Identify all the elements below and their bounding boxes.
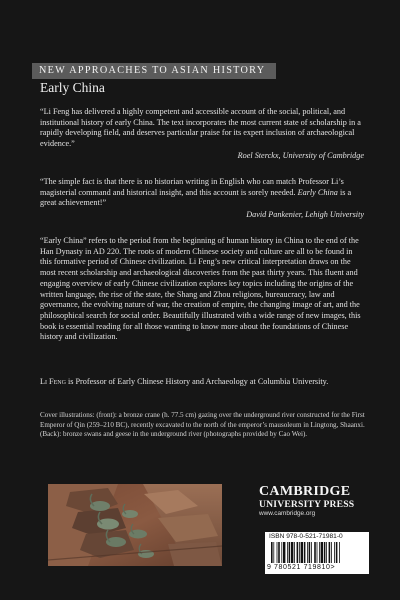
ean-first-digit: 9	[267, 564, 272, 571]
author-bio-text: is Professor of Early Chinese History and Archaeology at Columbia University.	[65, 377, 329, 386]
barcode-bar	[301, 542, 303, 563]
book-title: Early China	[40, 80, 105, 95]
barcode-bar	[317, 542, 318, 563]
quote-text	[40, 177, 364, 209]
barcode-bar	[326, 542, 327, 563]
barcode-bar	[321, 542, 323, 563]
book-description: “Early China” refers to the period from the beginning of human history in China to the end of the Han Dynasty in AD 220. The roots of modern Chinese society and culture are all to be found in this formative period of Chinese civilization. Li Feng’s new critical interpretation draws on the most recent scholarship and archaeological discoveries from the past thirty years. This fluent and engaging overview of early Chinese civilization explores key topics including the origins of the written language, the rise of the state, the Shang and Zhou religions, bureaucracy, law and governance, the evolving nature of war, the creation of empire, the changing image of art, and the philosophical search for social order. Beautifully illustrated with a wide range of new images, this book is essential reading for all those wanting to know more about the foundations of Chinese history and civilization.	[40, 236, 361, 342]
author-name: Li Feng	[40, 377, 66, 386]
isbn-number: ISBN 978-0-521-71981-0	[269, 533, 343, 540]
ean-digits	[267, 564, 367, 572]
barcode-bar	[281, 542, 282, 563]
barcode-bar	[309, 542, 311, 563]
author-bio	[40, 377, 370, 388]
endorser-affiliation: University of Cambridge	[282, 150, 364, 160]
quote-text-part: is a great achievement!”	[40, 187, 352, 208]
endorser-name: David Pankenier,	[246, 210, 304, 220]
barcode-icon	[269, 542, 365, 563]
barcode-bar	[336, 542, 338, 563]
endorsement-quote	[40, 107, 364, 162]
barcode-bar	[271, 542, 273, 563]
barcode-bar	[319, 542, 320, 563]
barcode-bar	[334, 542, 335, 563]
barcode-bar	[277, 542, 278, 563]
ean-quiet-mark: >	[330, 564, 336, 571]
cover-illustration-credits: Cover illustrations: (front): a bronze crane (h. 77.5 cm) gazing over the underground river constructed for the First Emperor of Qin (259–210 BC), recently excavated to the north of the emperor’s mausoleum in Lingtong, Shaanxi. (Back): bronze swans and geese in the underground river (photographs provided by Cao Wei).	[40, 411, 365, 439]
quote-attribution	[40, 210, 364, 221]
endorser-name: Roel Sterckx,	[237, 150, 281, 160]
barcode-bar	[299, 542, 300, 563]
endorsement-quote	[40, 177, 364, 221]
barcode-bar	[324, 542, 326, 563]
barcode-bar	[278, 542, 280, 563]
barcode-bar	[287, 542, 288, 563]
quote-text: “Li Feng has delivered a highly competent and accessible account of the social, political, and institutional history of early China. The text incorporates the most current state of scholarship in a rapidly developing field, and deserves particular praise for its expert inclusion of archaeological evidence.”	[40, 107, 361, 149]
endorser-affiliation: Lehigh University	[305, 210, 364, 220]
publisher-block	[259, 485, 367, 518]
barcode-bar	[307, 542, 308, 563]
ean-left-group: 780521	[274, 564, 302, 571]
publisher-subtitle: UNIVERSITY PRESS	[259, 499, 355, 510]
barcode-bar	[297, 542, 299, 563]
barcode-bar	[304, 542, 306, 563]
barcode-bar	[339, 542, 340, 563]
publisher-url: www.cambridge.org	[259, 510, 316, 517]
isbn-barcode	[265, 532, 369, 574]
ean-right-group: 719810	[303, 564, 331, 571]
barcode-bar	[331, 542, 332, 563]
quote-book-title: Early China	[297, 187, 338, 197]
barcode-bar	[273, 542, 274, 563]
barcode-bar	[291, 542, 293, 563]
publisher-name: CAMBRIDGE	[259, 484, 351, 499]
barcode-bar	[294, 542, 295, 563]
barcode-bar	[314, 542, 316, 563]
barcode-bar	[283, 542, 285, 563]
series-banner	[32, 63, 276, 79]
barcode-bar	[311, 542, 312, 563]
cover-photo-bronze-birds	[48, 484, 222, 566]
quote-text-part: “The simple fact is that there is no historian writing in English who can match Professor Li’s magisterial command and historical insight, and this account is sorely needed.	[40, 177, 344, 197]
series-name: NEW APPROACHES TO ASIAN HISTORY	[39, 65, 266, 76]
barcode-bar	[329, 542, 331, 563]
quote-attribution	[40, 151, 364, 162]
barcode-bar	[289, 542, 291, 563]
